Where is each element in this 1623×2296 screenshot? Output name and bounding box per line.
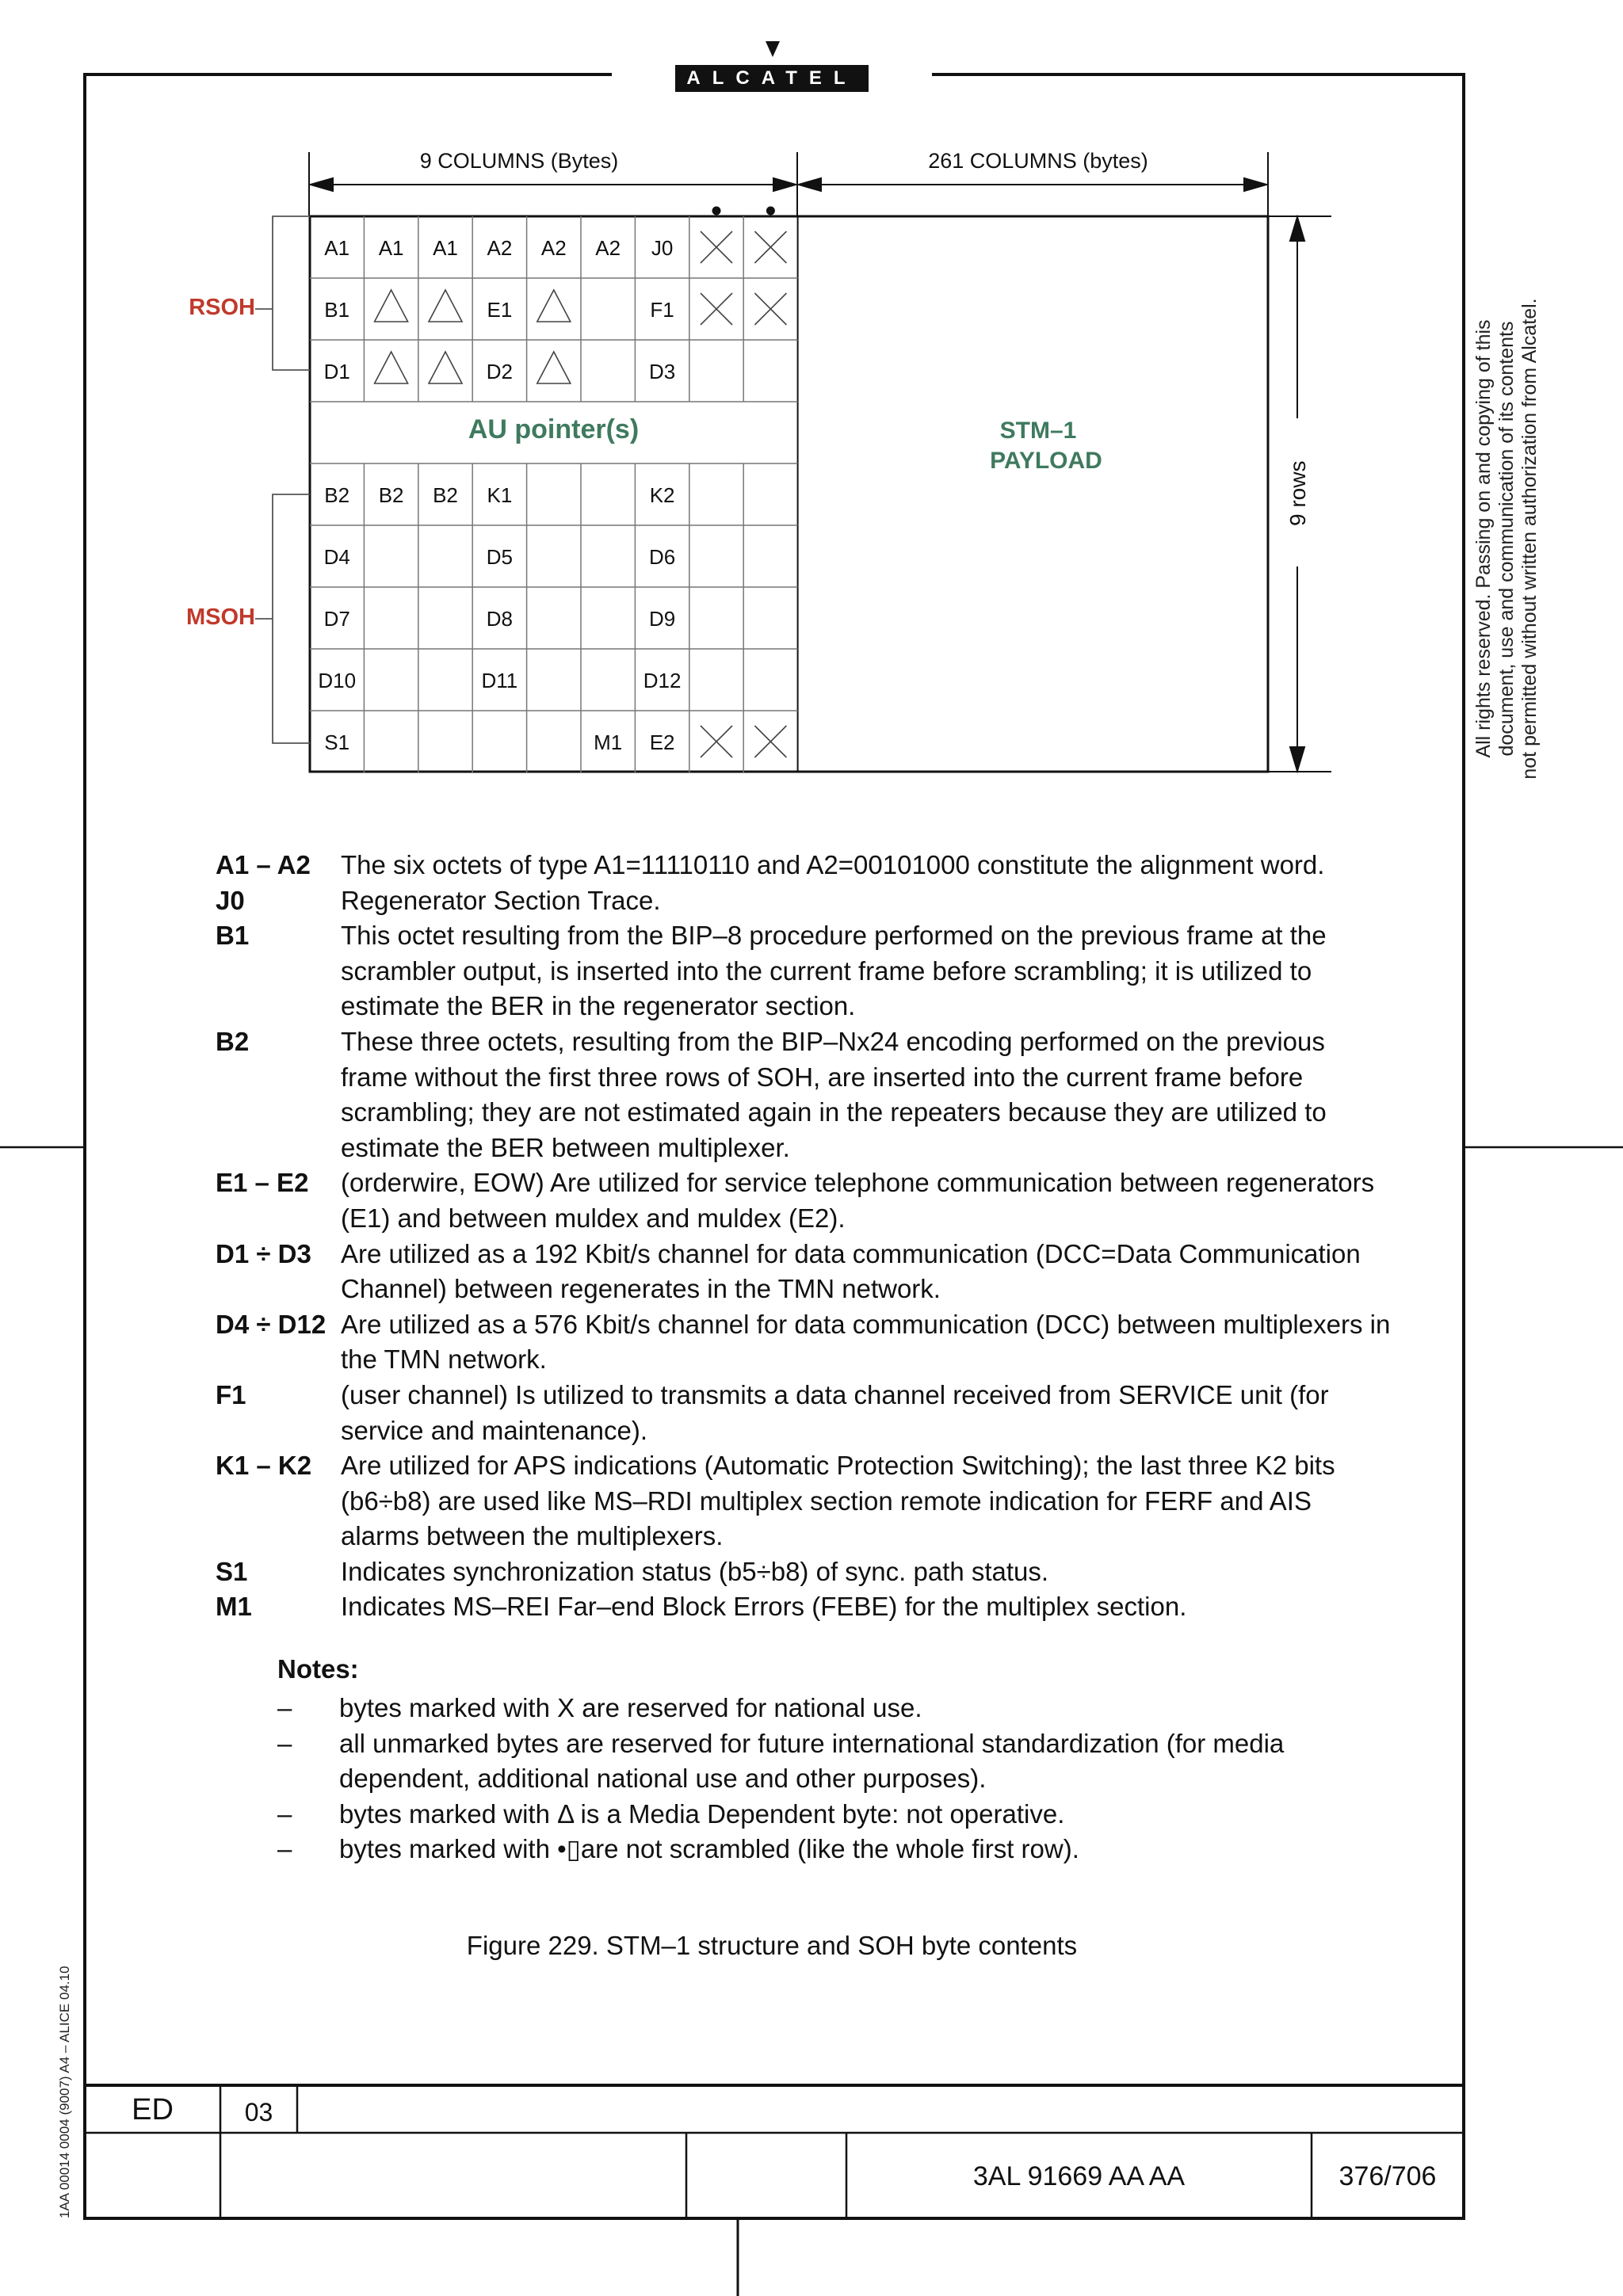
- byte-cell-label: M1: [594, 730, 623, 754]
- byte-cell-label: D7: [323, 607, 350, 631]
- media-dependent-triangle-icon: [375, 352, 408, 383]
- legend-description: Are utilized for APS indications (Automatic Protection Switching); the last three K2 bits (b6÷b8) are used like MS–RDI multiplex section remote indication for FERF and AIS alarms between the multiplexers.: [341, 1451, 1335, 1551]
- byte-cell-label: A1: [433, 236, 458, 260]
- rights-notice: [1472, 277, 1541, 800]
- au-pointer-label: AU pointer(s): [468, 414, 640, 444]
- note-text: bytes marked with •▯are not scrambled (like the whole first row).: [339, 1834, 1079, 1864]
- legend-term: E1 – E2: [216, 1168, 309, 1198]
- byte-cell-label: D8: [486, 607, 514, 631]
- arrowhead-right-icon: [773, 178, 796, 191]
- right-columns-label: 261 COLUMNS (bytes): [928, 149, 1148, 173]
- stm1-frame-diagram: [0, 0, 1623, 808]
- byte-cell-label: D6: [648, 545, 676, 569]
- legend-row: [216, 1165, 1396, 1236]
- byte-cell-label: A1: [378, 236, 404, 260]
- legend-description: (orderwire, EOW) Are utilized for service telephone communication between regenerators (E1) and between muldex and muldex (E2).: [341, 1168, 1375, 1233]
- byte-cell-label: D11: [481, 669, 518, 692]
- arrowhead-down-icon: [1290, 747, 1304, 771]
- note-text: all unmarked bytes are reserved for future international standardization (for media dependent, additional national use and other purposes).: [339, 1728, 1285, 1794]
- rsoh-bracket: [273, 216, 310, 370]
- legend-row: [216, 1307, 1396, 1378]
- legend-row: [216, 883, 1396, 919]
- byte-cell-label: D5: [486, 545, 514, 569]
- page-number: 376/706: [1338, 2161, 1437, 2191]
- note-item: [277, 1832, 1393, 1867]
- legend-description: Regenerator Section Trace.: [341, 885, 661, 915]
- byte-cell-label: S1: [324, 730, 350, 754]
- legend-term: D1 ÷ D3: [216, 1238, 311, 1268]
- edition-label: ED: [132, 2093, 174, 2126]
- byte-cell-label: B1: [324, 298, 350, 322]
- reserved-cross-icon: [701, 726, 732, 757]
- rights-notice-line1: All rights reserved. Passing on and copying of this: [1472, 319, 1495, 758]
- note-dash: –: [277, 1798, 292, 1829]
- legend-row: [216, 918, 1396, 1024]
- byte-cell-label: D12: [643, 669, 682, 692]
- byte-cell-label: B2: [378, 483, 404, 507]
- note-dash: –: [277, 1728, 292, 1758]
- byte-cell-label: B2: [324, 483, 350, 507]
- notes-title: Notes:: [277, 1654, 359, 1684]
- legend-row: [216, 1448, 1396, 1554]
- legend-description: Indicates MS–REI Far–end Block Errors (FEBE) for the multiplex section.: [341, 1592, 1187, 1622]
- note-item: [277, 1726, 1393, 1797]
- byte-cell-label: D10: [318, 669, 357, 692]
- rights-notice-line2: document, use and communication of its contents: [1495, 321, 1518, 757]
- edition-value: 03: [244, 2098, 273, 2126]
- rsoh-label: RSOH: [189, 295, 255, 320]
- logo-text: ALCATEL: [686, 67, 857, 89]
- legend-term: B2: [216, 1026, 250, 1056]
- byte-cell-label: J0: [651, 236, 674, 260]
- media-dependent-triangle-icon: [429, 352, 462, 383]
- byte-cell-label: D2: [486, 360, 514, 383]
- byte-cell-label: K2: [649, 483, 675, 507]
- legend-row: [216, 1237, 1396, 1307]
- note-text: bytes marked with Δ is a Media Dependent byte: not operative.: [339, 1798, 1065, 1829]
- legend-term: A1 – A2: [216, 850, 311, 879]
- byte-cell-label: K1: [487, 483, 513, 507]
- legend-row: [216, 848, 1396, 883]
- form-code: 1AA 00014 0004 (9007) A4 – ALICE 04.10: [57, 1966, 72, 2218]
- byte-cell-label: A2: [487, 236, 513, 260]
- arrowhead-left-icon: [799, 178, 821, 191]
- media-dependent-triangle-icon: [537, 290, 571, 322]
- notes-list: [277, 1691, 1393, 1867]
- legend-term: J0: [216, 885, 245, 915]
- byte-cell-label: D9: [648, 607, 676, 631]
- note-dash: –: [277, 1693, 292, 1722]
- not-scrambled-dot-icon: [712, 207, 721, 215]
- reserved-cross-icon: [754, 293, 786, 325]
- reserved-cross-icon: [754, 231, 786, 263]
- legend-description: Indicates synchronization status (b5÷b8) of sync. path status.: [341, 1556, 1049, 1586]
- not-scrambled-dot-icon: [766, 207, 775, 215]
- media-dependent-triangle-icon: [537, 352, 571, 383]
- legend-term: B1: [216, 921, 250, 951]
- legend-description: (user channel) Is utilized to transmits a data channel received from SERVICE unit (for service and maintenance).: [341, 1379, 1329, 1445]
- payload-label-line2: PAYLOAD: [990, 448, 1102, 474]
- byte-cell-label: F1: [650, 298, 674, 322]
- media-dependent-triangle-icon: [375, 290, 408, 322]
- byte-cell-label: B2: [433, 483, 458, 507]
- arrowhead-left-icon: [311, 178, 333, 191]
- legend-description: The six octets of type A1=11110110 and A2=00101000 constitute the alignment word.: [341, 850, 1325, 879]
- arrowhead-up-icon: [1290, 217, 1304, 241]
- byte-cell-label: E2: [649, 730, 675, 754]
- legend-description: This octet resulting from the BIP–8 procedure performed on the previous frame at the scrambler output, is inserted into the current frame before scrambling; it is utilized to estimate the BER in the regenerator section.: [341, 921, 1327, 1021]
- media-dependent-triangle-icon: [429, 290, 462, 322]
- rows-label: 9 rows: [1285, 460, 1310, 526]
- note-text: bytes marked with X are reserved for national use.: [339, 1693, 922, 1722]
- byte-cell-label: D4: [323, 545, 350, 569]
- legend-row: [216, 1589, 1396, 1625]
- arrowhead-right-icon: [1244, 178, 1266, 191]
- payload-label-line1: STM–1: [999, 418, 1077, 444]
- left-columns-label: 9 COLUMNS (Bytes): [419, 149, 619, 173]
- byte-cell-label: A2: [595, 236, 621, 260]
- byte-cell-label: D3: [648, 360, 676, 383]
- byte-cell-label: A2: [540, 236, 567, 260]
- legend-description: Are utilized as a 576 Kbit/s channel for data communication (DCC) between multiplexers in the TMN network.: [341, 1309, 1391, 1375]
- document-code: 3AL 91669 AA AA: [972, 2161, 1186, 2191]
- legend-term: F1: [216, 1379, 246, 1409]
- byte-cell-label: A1: [324, 236, 350, 260]
- note-item: [277, 1691, 1393, 1726]
- msoh-label: MSOH: [186, 605, 255, 630]
- legend-term: D4 ÷ D12: [216, 1309, 327, 1339]
- reserved-cross-icon: [701, 293, 732, 325]
- reserved-cross-icon: [701, 231, 732, 263]
- legend-term: K1 – K2: [216, 1451, 312, 1481]
- byte-cell-label: D1: [323, 360, 350, 383]
- legend-term: S1: [216, 1556, 248, 1586]
- reserved-cross-icon: [754, 726, 786, 757]
- legend-description: Are utilized as a 192 Kbit/s channel for data communication (DCC=Data Communication Channel) between regenerates in the TMN network.: [341, 1238, 1361, 1304]
- legend-term: M1: [216, 1592, 252, 1622]
- byte-cell-label: E1: [487, 298, 513, 322]
- note-dash: –: [277, 1834, 292, 1864]
- rights-notice-line3: not permitted without written authorization from Alcatel.: [1518, 298, 1541, 780]
- legend-row: [216, 1378, 1396, 1448]
- legend-description: These three octets, resulting from the BIP–Nx24 encoding performed on the previous frame without the first three rows of SOH, are inserted into the current frame before scrambling; they are not estimated again in the repeaters because they are utilized to estimate the BER between multiplexer.: [341, 1026, 1327, 1162]
- msoh-bracket: [273, 494, 310, 743]
- note-item: [277, 1797, 1393, 1833]
- byte-legend: [216, 848, 1396, 1625]
- figure-caption: Figure 229. STM–1 structure and SOH byte contents: [466, 1931, 1078, 1960]
- legend-row: [216, 1024, 1396, 1165]
- legend-row: [216, 1554, 1396, 1590]
